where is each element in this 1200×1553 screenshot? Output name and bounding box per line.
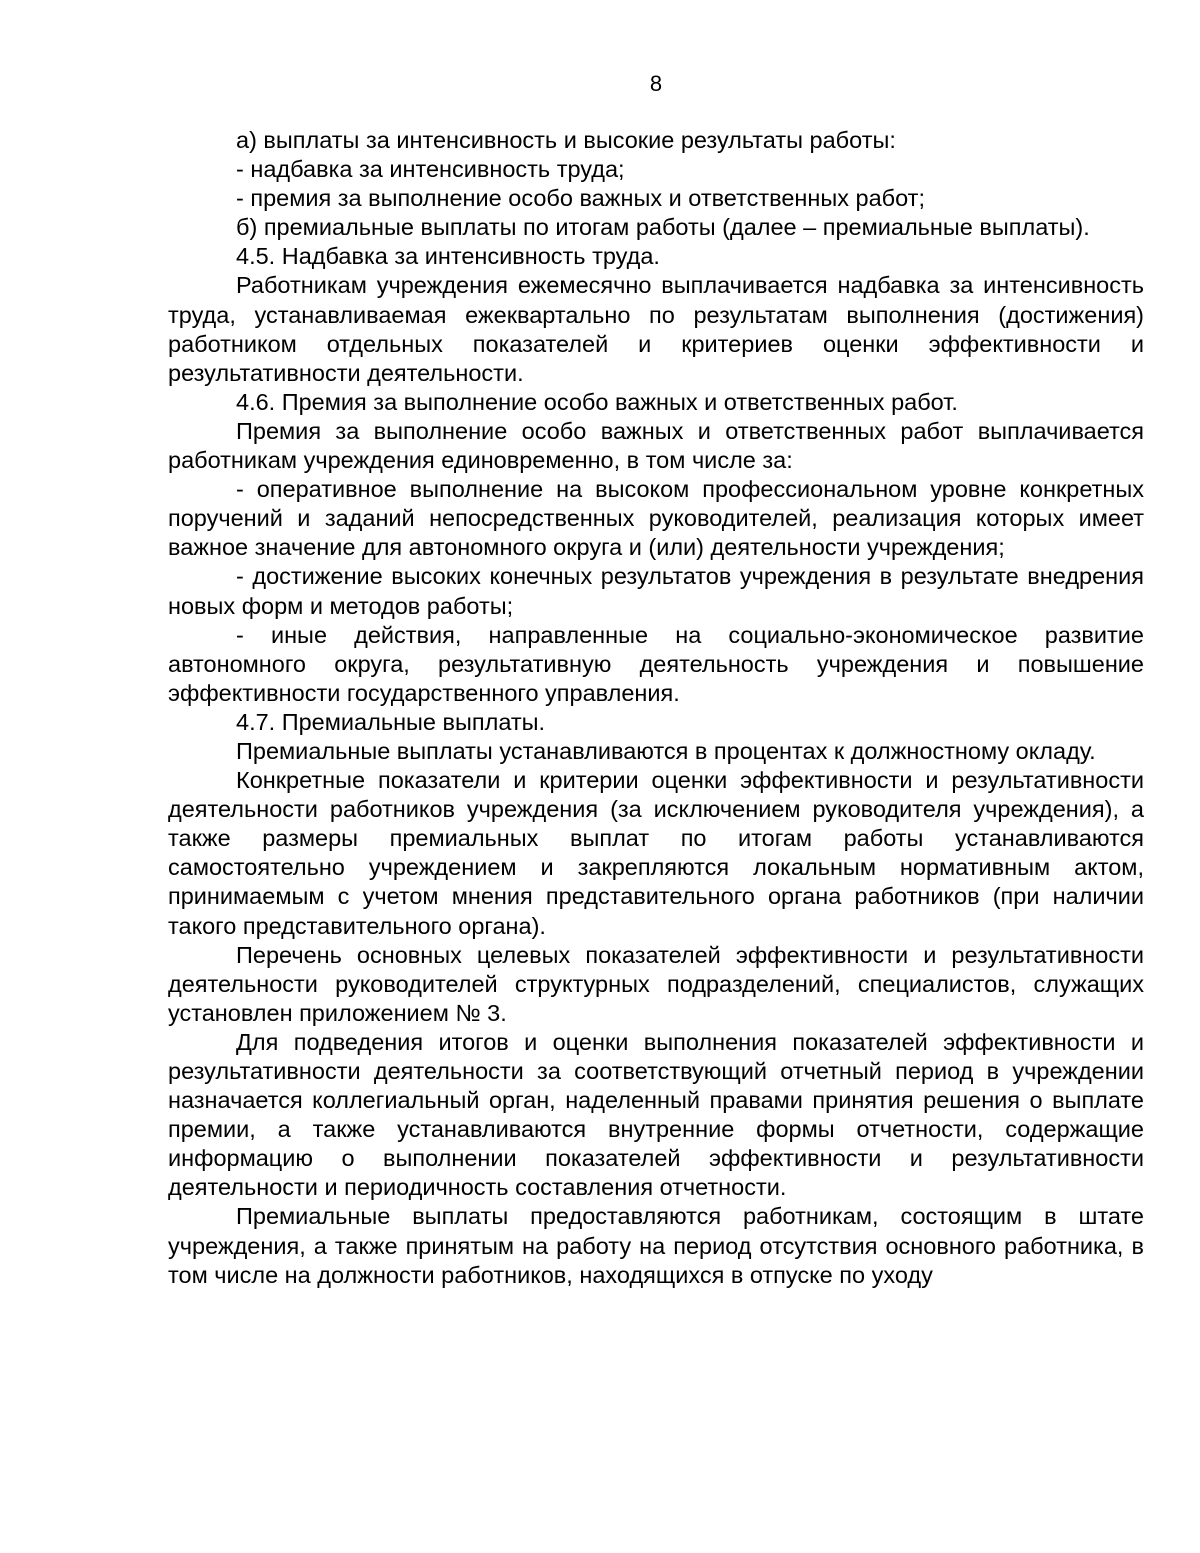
paragraph-indicator-list: Перечень основных целевых показателей эффективности и результативности деятельности руководителей структурных подразделений, специалистов, служащих установлен приложением № 3. <box>168 941 1144 1026</box>
section-heading-4-5: 4.5. Надбавка за интенсивность труда. <box>236 243 660 270</box>
list-item-high-results: - достижение высоких конечных результатов учреждения в результате внедрения новых форм и методов работы; <box>168 563 1144 619</box>
paragraph-collegial-body: Для подведения итогов и оценки выполнения показателей эффективности и результативности деятельности за соответствующий отчетный период в учреждении назначается коллегиальный орган, наделенный правами принятия решения о выплате премии, а также устанавливаются внутренние формы отчетности, содержащие информацию о выполнении показателей эффективности и результативности деятельности и периодичность составления отчетности. <box>168 1028 1144 1201</box>
section-heading-4-6: 4.6. Премия за выполнение особо важных и ответственных работ. <box>236 388 958 415</box>
list-item-other-actions: - иные действия, направленные на социально-экономическое развитие автономного округа, результативную деятельность учреждения и повышение эффективности государственного управления. <box>168 621 1144 706</box>
list-item-operational-execution: - оперативное выполнение на высоком профессиональном уровне конкретных поручений и заданий непосредственных руководителей, реализация которых имеет важное значение для автономного округа и (или) деятельности учреждения; <box>168 476 1144 561</box>
paragraph-monthly-bonus: Работникам учреждения ежемесячно выплачивается надбавка за интенсивность труда, устанавливаемая ежеквартально по результатам выполнения (достижения) работником отдельных показателей и критериев оценки эффективности и результативности деятельности. <box>168 272 1144 386</box>
paragraph-premium-payments: б) премиальные выплаты по итогам работы (далее – премиальные выплаты). <box>236 214 1090 241</box>
paragraph-specific-indicators: Конкретные показатели и критерии оценки эффективности и результативности деятельности работников учреждения (за исключением руководителя учреждения), а также размеры премиальных выплат по итогам работы устанавливаются самостоятельно учреждением и закрепляются локальным нормативным актом, принимаемым с учетом мнения представительного органа работников (при наличии такого представительного органа). <box>168 767 1144 939</box>
paragraph-intensity-bonus: - надбавка за интенсивность труда; <box>236 156 625 183</box>
paragraph-premium-recipients: Премиальные выплаты предоставляются работникам, состоящим в штате учреждения, а также принятым на работу на период отсутствия основного работника, в том числе на должности работников, находящихся в отпуске по уходу <box>168 1203 1144 1288</box>
paragraph-one-time-premium: Премия за выполнение особо важных и ответственных работ выплачивается работникам учреждения единовременно, в том числе за: <box>168 417 1144 474</box>
document-body <box>168 126 1144 1290</box>
paragraph-percent-of-salary: Премиальные выплаты устанавливаются в процентах к должностному окладу. <box>236 737 1096 764</box>
page-number: 8 <box>649 71 663 96</box>
section-heading-4-7: 4.7. Премиальные выплаты. <box>236 708 546 735</box>
paragraph-payments-intensity: а) выплаты за интенсивность и высокие результаты работы: <box>236 127 896 153</box>
paragraph-important-works-premium: - премия за выполнение особо важных и ответственных работ; <box>236 185 925 212</box>
